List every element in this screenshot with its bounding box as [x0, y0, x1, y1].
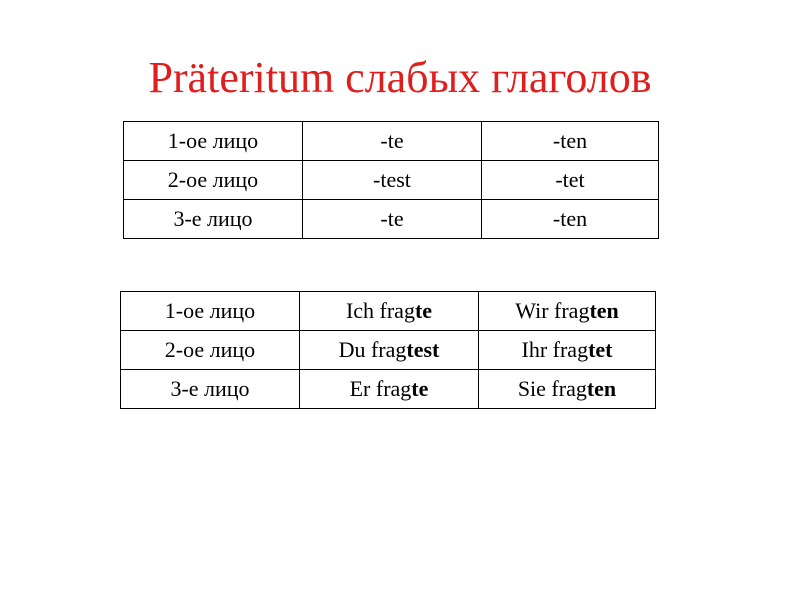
plural-ending-cell: -tet — [482, 161, 659, 200]
verb-ending: te — [414, 298, 433, 323]
verb-stem: Ich frag — [345, 298, 415, 323]
plural-example-cell — [479, 331, 656, 370]
singular-ending-cell: -te — [303, 200, 482, 239]
slide-title: Präteritum слабых глаголов — [148, 53, 652, 102]
person-cell: 3-е лицо — [121, 370, 300, 409]
person-cell: 3-е лицо — [124, 200, 303, 239]
verb-ending: ten — [589, 298, 619, 323]
person-cell: 1-ое лицо — [124, 122, 303, 161]
endings-table — [123, 121, 659, 239]
person-cell: 2-ое лицо — [124, 161, 303, 200]
person-cell: 2-ое лицо — [121, 331, 300, 370]
table-row — [121, 370, 656, 409]
singular-example-cell — [300, 370, 479, 409]
plural-example-cell — [479, 292, 656, 331]
table-row — [124, 122, 659, 161]
table-row — [124, 200, 659, 239]
verb-ending: test — [406, 337, 440, 362]
plural-ending-cell: -ten — [482, 200, 659, 239]
singular-ending-cell: -test — [303, 161, 482, 200]
plural-example-cell — [479, 370, 656, 409]
verb-stem: Sie frag — [517, 376, 587, 401]
singular-example-cell — [300, 292, 479, 331]
examples-table — [120, 291, 656, 409]
verb-ending: te — [411, 376, 429, 401]
table-row — [124, 161, 659, 200]
verb-stem: Er frag — [349, 376, 412, 401]
verb-stem: Wir frag — [515, 298, 590, 323]
singular-example-cell — [300, 331, 479, 370]
singular-ending-cell: -te — [303, 122, 482, 161]
verb-stem: Du frag — [338, 337, 407, 362]
person-cell: 1-ое лицо — [121, 292, 300, 331]
table-row — [121, 292, 656, 331]
verb-stem: Ihr frag — [521, 337, 589, 362]
table-row — [121, 331, 656, 370]
plural-ending-cell: -ten — [482, 122, 659, 161]
verb-ending: tet — [588, 337, 613, 362]
verb-ending: ten — [586, 376, 617, 401]
